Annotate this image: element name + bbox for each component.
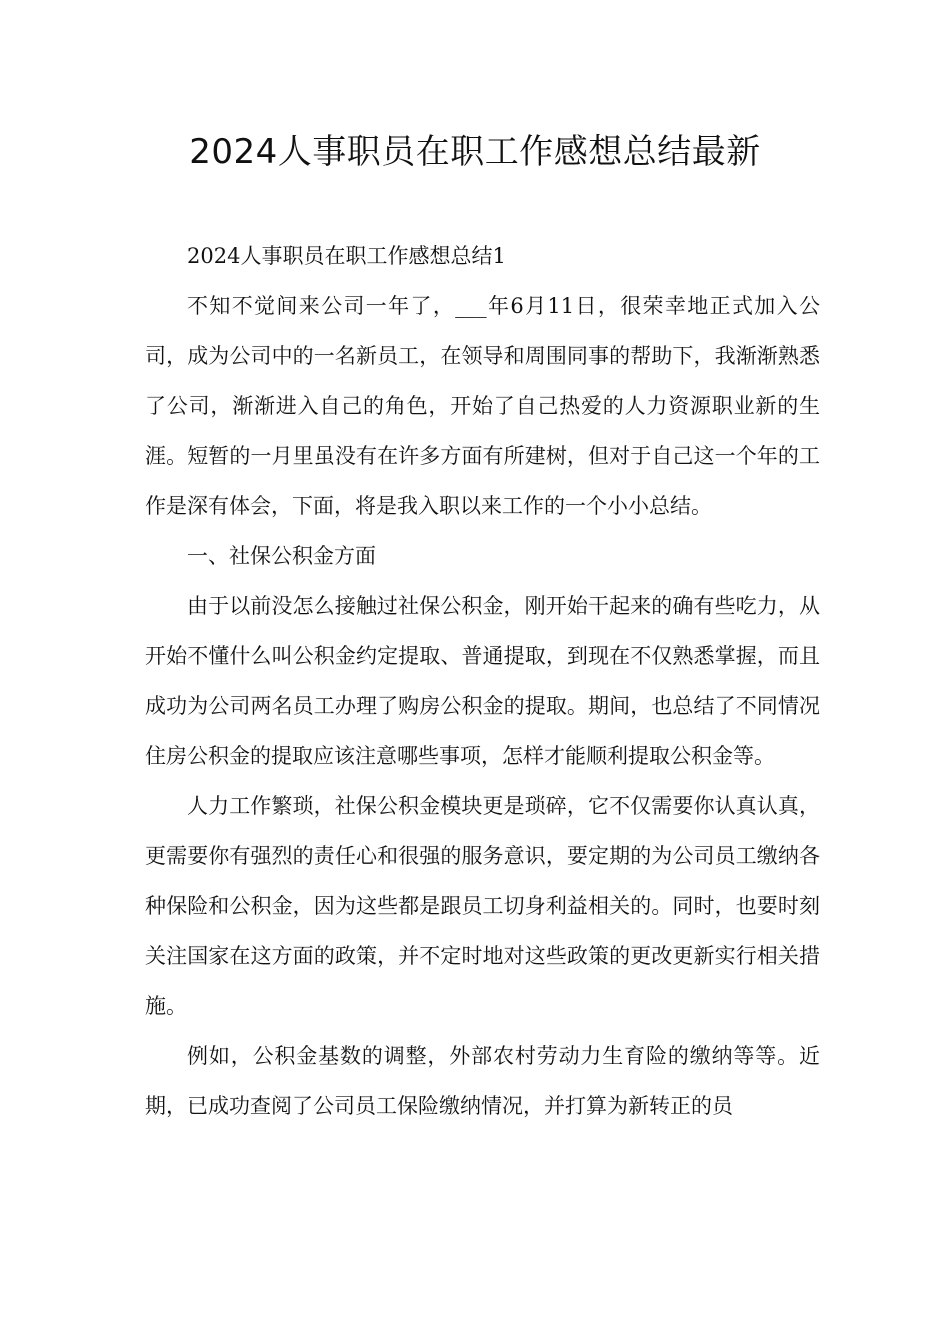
document-body [145,231,820,1131]
paragraph: 由于以前没怎么接触过社保公积金，刚开始干起来的确有些吃力，从开始不懂什么叫公积金约定提取、普通提取，到现在不仅熟悉掌握，而且成功为公司两名员工办理了购房公积金的提取。期间，也总结了不同情况住房公积金的提取应该注意哪些事项，怎样才能顺利提取公积金等。 [145,594,820,768]
section-heading: 一、社保公积金方面 [187,544,376,568]
section-heading: 2024人事职员在职工作感想总结1 [187,244,506,268]
paragraph: 例如，公积金基数的调整，外部农村劳动力生育险的缴纳等等。近期，已成功查阅了公司员工保险缴纳情况，并打算为新转正的员 [145,1044,820,1118]
document-title: 2024人事职员在职工作感想总结最新 [189,132,761,172]
paragraph: 不知不觉间来公司一年了，___年6月11日，很荣幸地正式加入公司，成为公司中的一名新员工，在领导和周围同事的帮助下，我渐渐熟悉了公司，渐渐进入自己的角色，开始了自己热爱的人力资源职业新的生涯。短暂的一月里虽没有在许多方面有所建树，但对于自己这一个年的工作是深有体会，下面，将是我入职以来工作的一个小小总结。 [145,294,820,518]
paragraph: 人力工作繁琐，社保公积金模块更是琐碎，它不仅需要你认真认真，更需要你有强烈的责任心和很强的服务意识，要定期的为公司员工缴纳各种保险和公积金，因为这些都是跟员工切身利益相关的。同时，也要时刻关注国家在这方面的政策，并不定时地对这些政策的更改更新实行相关措施。 [145,794,820,1018]
